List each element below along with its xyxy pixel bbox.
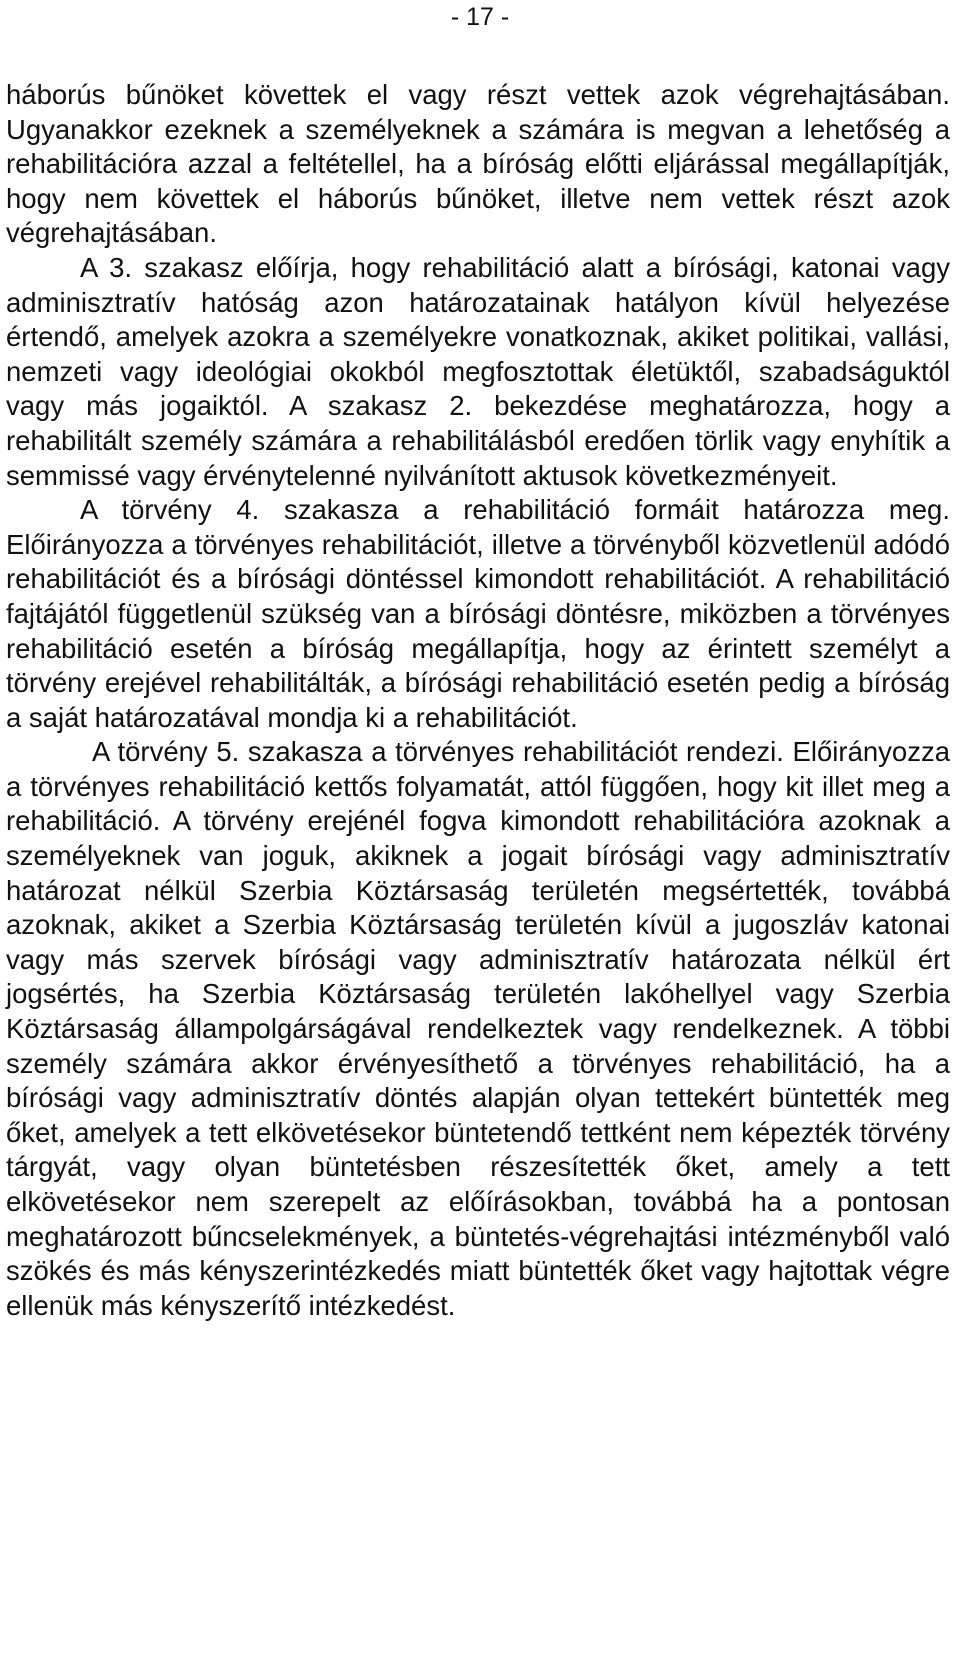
paragraph-section-5: A törvény 5. szakasza a törvényes rehabilitációt rendezi. Előirányozza a törvényes rehabilitáció kettős folyamatát, attól függően, hogy kit illet meg a rehabilitáció. A törvény erejénél fogva kimondott rehabilitációra azoknak a személyeknek van joguk, akiknek a jogait bírósági vagy adminisztratív határozat nélkül Szerbia Köztársaság területén megsértették, továbbá azoknak, akiket a Szerbia Köztársaság területén kívül a jugoszláv katonai vagy más szervek bírósági vagy adminisztratív határozata nélkül ért jogsértés, ha Szerbia Köztársaság területén lakóhellyel vagy Szerbia Köztársaság állampolgárságával rendelkeztek vagy rendelkeznek. A többi személy számára akkor érvényesíthető a törvényes rehabilitáció, ha a bírósági vagy adminisztratív döntés alapján olyan tettekért büntették meg őket, amelyek a tett elkövetésekor büntetendő tettként nem képezték törvény tárgyát, vagy olyan büntetésben részesítették őket, amely a tett elkövetésekor nem szerepelt az előírásokban, továbbá ha a pontosan meghatározott bűncselekmények, a büntetés-végrehajtási intézményből való szökés és más kényszerintézkedés miatt büntették őket vagy hajtottak végre ellenük más kényszerítő intézkedést. <box>6 736 950 1321</box>
paragraph-section-4: A törvény 4. szakasza a rehabilitáció formáit határozza meg. Előirányozza a törvényes rehabilitációt, illetve a törvényből közvetlenül adódó rehabilitációt és a bírósági döntéssel kimondott rehabilitációt. A rehabilitáció fajtájától függetlenül szükség van a bírósági döntésre, miközben a törvényes rehabilitáció esetén a bíróság megállapítja, hogy az érintett személyt a törvény erejével rehabilitálták, a bírósági rehabilitáció esetén pedig a bíróság a saját határozatával mondja ki a rehabilitációt. <box>6 494 950 733</box>
page-number: - 17 - <box>450 3 510 31</box>
document-body <box>6 78 950 1323</box>
paragraph-continuation: háborús bűnöket követtek el vagy részt vettek azok végrehajtásában. Ugyanakkor ezeknek a személyeknek a számára is megvan a lehetőség a rehabilitációra azzal a feltétellel, ha a bíróság előtti eljárással megállapítják, hogy nem követtek el háborús bűnöket, illetve nem vettek részt azok végrehajtásában. <box>6 79 950 249</box>
paragraph-section-3: A 3. szakasz előírja, hogy rehabilitáció alatt a bírósági, katonai vagy adminisztratív hatóság azon határozatainak hatályon kívül helyezése értendő, amelyek azokra a személyekre vonatkoznak, akiket politikai, vallási, nemzeti vagy ideológiai okokból megfosztottak életüktől, szabadságuktól vagy más jogaiktól. A szakasz 2. bekezdése meghatározza, hogy a rehabilitált személy számára a rehabilitálásból eredően törlik vagy enyhítik a semmissé vagy érvénytelenné nyilvánított aktusok következményeit. <box>6 251 950 491</box>
